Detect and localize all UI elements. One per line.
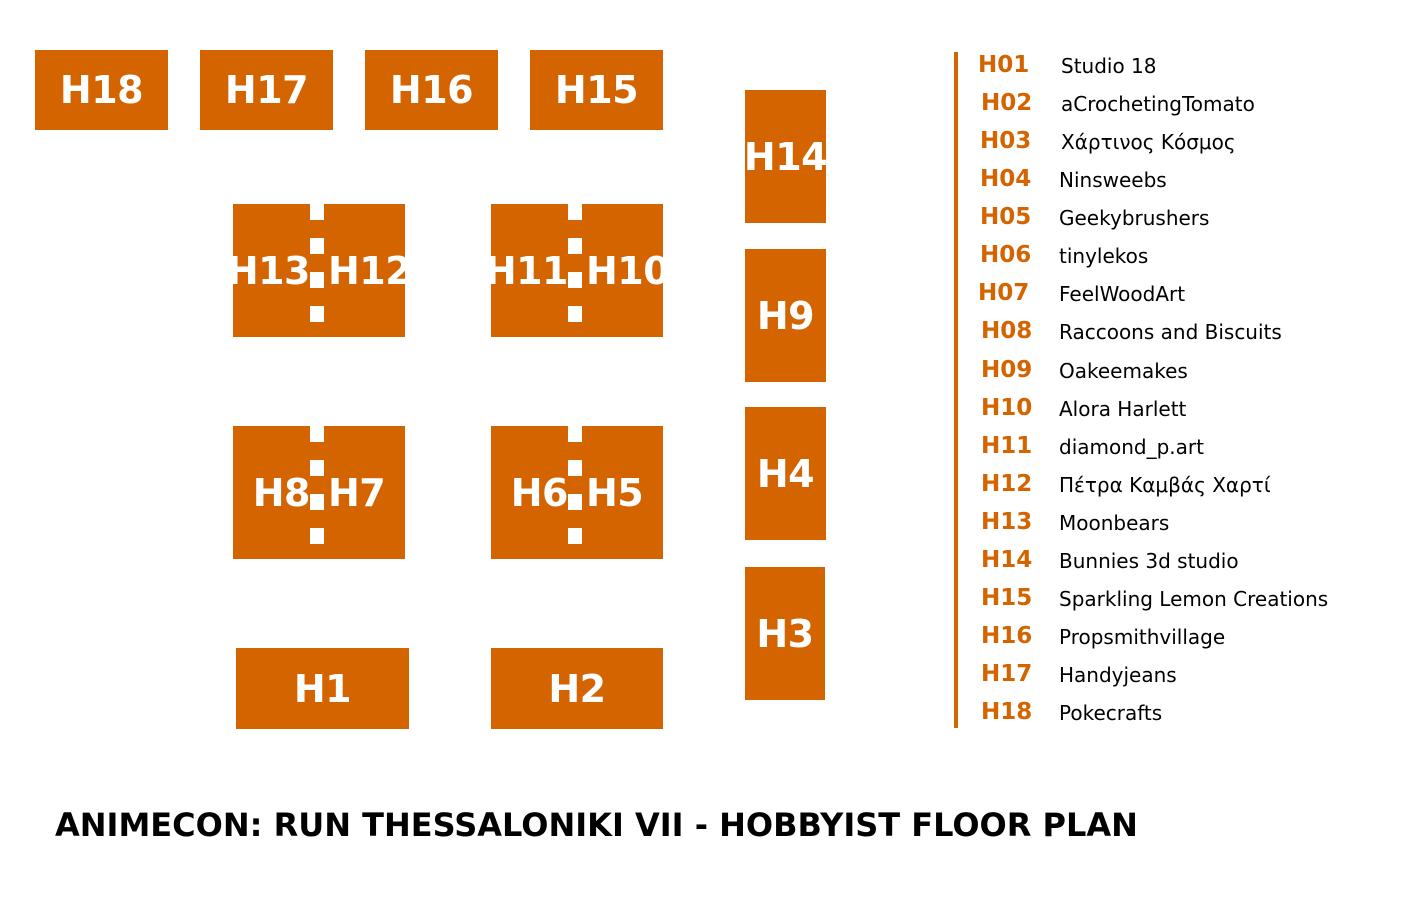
booth-label-h6: H6 (510, 470, 568, 515)
legend-code: H07 (978, 280, 1030, 306)
divider-mark (568, 306, 582, 322)
legend-code: H10 (981, 395, 1033, 421)
divider-mark (310, 460, 324, 476)
divider-mark (568, 204, 582, 220)
booth-label-h9: H9 (756, 293, 815, 338)
legend-code: H05 (980, 204, 1032, 230)
legend-name: diamond_p.art (1059, 435, 1204, 459)
divider-mark (568, 272, 582, 288)
booth-h3 (745, 567, 825, 700)
booth-h16 (365, 50, 498, 130)
legend-name: Oakeemakes (1059, 359, 1188, 383)
booth-h17 (200, 50, 333, 130)
page-title: ANIMECON: RUN THESSALONIKI VII - HOBBYIST FLOOR PLAN (55, 806, 1138, 844)
booth-label-h5: H5 (586, 470, 644, 515)
legend-name: Propsmithvillage (1059, 625, 1226, 649)
divider-mark (568, 460, 582, 476)
booth-h14 (745, 90, 826, 223)
divider-mark (568, 426, 582, 442)
booth-label-h18: H18 (59, 68, 144, 112)
legend-code: H14 (981, 547, 1033, 573)
legend-code: H17 (981, 661, 1033, 687)
divider-mark (568, 528, 582, 544)
legend-code: H08 (981, 318, 1033, 344)
booth-pair-h11-h10 (484, 204, 670, 337)
legend-name: Bunnies 3d studio (1059, 549, 1239, 573)
legend-name: Ninsweebs (1059, 168, 1167, 192)
legend-code: H06 (980, 242, 1032, 268)
legend-code: H18 (981, 699, 1033, 725)
booth-h15 (530, 50, 663, 130)
booth-label-h13: H13 (226, 248, 310, 293)
divider-mark (310, 426, 324, 442)
divider-mark (568, 238, 582, 254)
legend-code: H04 (980, 166, 1032, 192)
booth-pair-h8-h7 (233, 426, 405, 559)
booth-label-h1: H1 (293, 666, 352, 711)
booth-label-h4: H4 (756, 451, 815, 496)
booth-label-h17: H17 (224, 68, 309, 112)
legend-name: Alora Harlett (1059, 397, 1187, 421)
legend-name: aCrochetingTomato (1061, 92, 1255, 116)
legend-name: Pokecrafts (1059, 701, 1163, 725)
booth-label-h10: H10 (586, 248, 670, 293)
booth-h1 (236, 648, 409, 729)
divider-mark (310, 528, 324, 544)
divider-mark (310, 204, 324, 220)
legend-name: Πέτρα Καμβάς Χαρτί (1059, 473, 1271, 497)
divider-mark (310, 238, 324, 254)
booth-pair-h13-h12 (226, 204, 412, 337)
legend-name: Handyjeans (1059, 663, 1177, 687)
booth-label-h2: H2 (548, 666, 606, 711)
legend-name: Raccoons and Biscuits (1059, 320, 1282, 344)
booth-label-h7: H7 (328, 470, 386, 515)
legend-name: Studio 18 (1061, 54, 1157, 78)
booth-label-h8: H8 (252, 470, 310, 515)
legend-code: H15 (981, 585, 1033, 611)
legend-code: H11 (981, 433, 1033, 459)
legend-code: H12 (981, 471, 1033, 497)
booth-label-h12: H12 (328, 248, 412, 293)
legend-name: Geekybrushers (1059, 206, 1210, 230)
booth-h2 (491, 648, 663, 729)
divider-mark (310, 494, 324, 510)
booth-h9 (745, 249, 826, 382)
booth-label-h15: H15 (554, 68, 639, 112)
booth-label-h3: H3 (756, 611, 814, 656)
legend-code: H02 (981, 90, 1033, 116)
booth-label-h14: H14 (743, 134, 828, 179)
divider-mark (568, 494, 582, 510)
legend-name: Sparkling Lemon Creations (1059, 587, 1329, 611)
legend-code: H13 (981, 509, 1033, 535)
legend-name: Moonbears (1059, 511, 1170, 535)
divider-mark (310, 306, 324, 322)
legend-code: H16 (981, 623, 1033, 649)
legend-name: Χάρτινος Κόσμος (1061, 130, 1236, 154)
booth-label-h11: H11 (484, 248, 568, 293)
legend-code: H01 (978, 52, 1030, 78)
legend-name: tinylekos (1059, 244, 1149, 268)
legend-code: H09 (981, 357, 1033, 383)
booth-label-h16: H16 (389, 68, 474, 112)
booth-pair-h6-h5 (491, 426, 663, 559)
divider-mark (310, 272, 324, 288)
booth-h4 (745, 407, 826, 540)
legend-code: H03 (980, 128, 1032, 154)
booth-h18 (35, 50, 168, 130)
legend-name: FeelWoodArt (1059, 282, 1186, 306)
legend-divider (954, 52, 958, 728)
